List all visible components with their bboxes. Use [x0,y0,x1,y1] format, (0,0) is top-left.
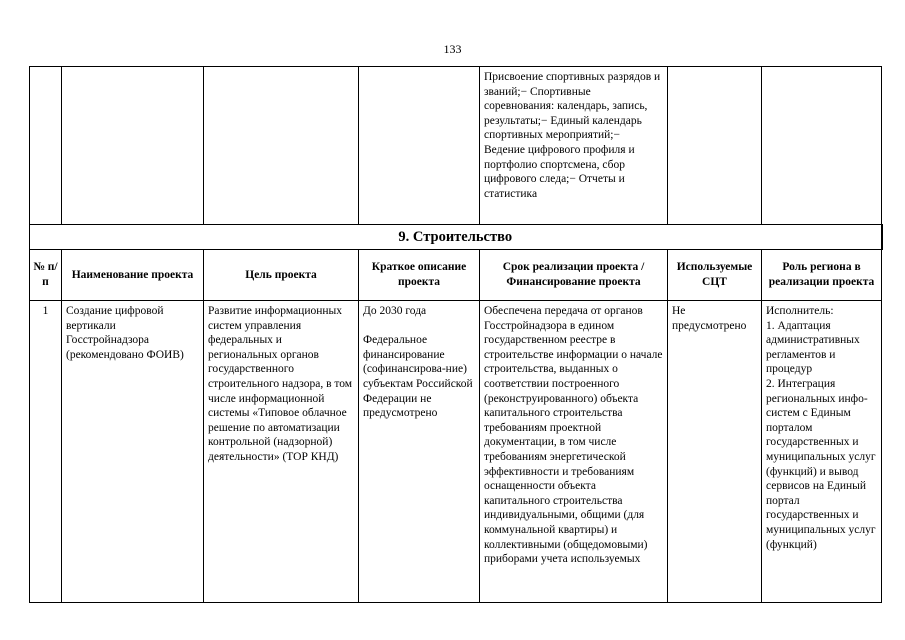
section-title: 9. Строительство [30,225,882,250]
page-number: 133 [443,42,462,56]
table-header-row [30,250,882,301]
header-description: Краткое описание проекта [359,250,480,301]
row-description [359,301,480,603]
header-goal: Цель проекта [204,250,359,301]
row-term: Обеспечена передача от органов Госстройнадзора в едином государственном реестре в строительстве информации о начале строительства, выданных о соответствии построенного (реконструированного) объекта капитального строительства требованиям проектной документации, в том числе требованиям энергетической эффективности и требованиям оснащенности объекта капитального строительства индивидуальными, общими (для коммунальной квартиры) и коллективными (общедомовыми) приборами учета используемых [480,301,668,603]
cell-empty [359,67,480,225]
row-technologies: Не предусмотрено [668,301,762,603]
row-description-term: До 2030 года [363,305,427,317]
row-description-financing: Федеральное финансирование (софинансирова-ние) субъектам Российской Федерации не предусмотрено [363,334,473,420]
row-goal: Развитие информационных систем управления федеральных и региональных органов государственного строительного надзора, в том числе информационной системы «Типовое облачное решение по автоматизации контрольной (надзорной) деятельности» (ТОР КНД) [204,301,359,603]
row-name: Создание цифровой вертикали Госстройнадзора (рекомендовано ФОИВ) [62,301,204,603]
projects-table [29,66,883,603]
cell-empty [62,67,204,225]
cell-empty [762,67,882,225]
header-term: Срок реализации проекта / Финансирование проекта [480,250,668,301]
table-row [30,301,882,603]
header-technologies: Используемые СЦТ [668,250,762,301]
section-row [30,225,882,250]
header-num: № п/п [30,250,62,301]
continued-row [30,67,882,225]
row-num: 1 [30,301,62,603]
cell-empty [204,67,359,225]
header-role: Роль региона в реализации проекта [762,250,882,301]
row-role: Исполнитель: 1. Адаптация административных регламентов и процедур 2. Интеграция региональных инфо-систем с Единым порталом государственных и муниципальных услуг (функций) и вывод сервисов на Единый портал государственных и муниципальных услуг (функций) [762,301,882,603]
continued-description-cell: Присвоение спортивных разрядов и званий;− Спортивные соревнования: календарь, запись, результаты;− Единый календарь спортивных мероприятий;− Ведение цифрового профиля и портфолио спортсмена, сбор цифрового следа;− Отчеты и статистика [480,67,668,225]
cell-empty [30,67,62,225]
cell-empty [668,67,762,225]
header-name: Наименование проекта [62,250,204,301]
